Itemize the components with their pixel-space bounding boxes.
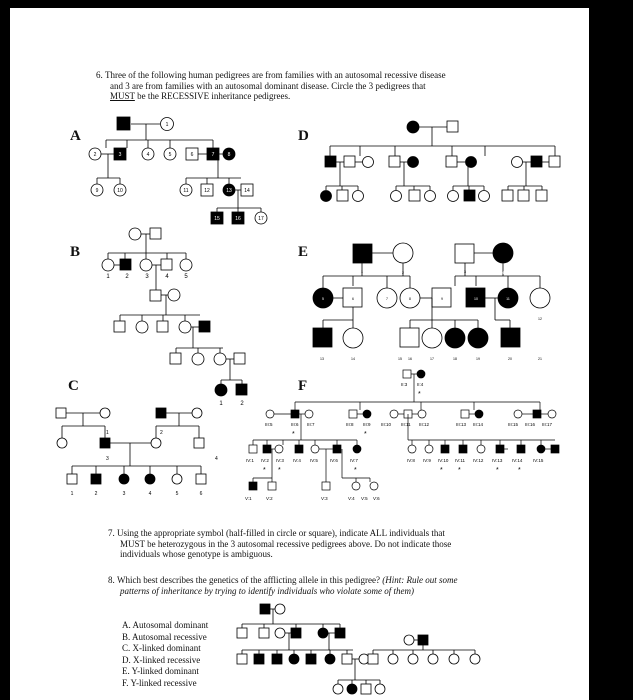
f-label: V:3 [321, 496, 328, 501]
e-id: 17 [430, 357, 434, 361]
e-id: 4 [502, 271, 504, 275]
f-label: IV:11 [455, 458, 466, 463]
e-id: 14 [351, 357, 355, 361]
f-label: V:2 [266, 496, 273, 501]
f-star: * [263, 467, 266, 474]
e-id: 9 [441, 297, 443, 301]
f-star: * [458, 467, 461, 474]
c-id: 1 [70, 491, 74, 497]
pedigree-label-c: C [68, 378, 79, 394]
a-id: 15 [214, 216, 220, 222]
a-id: 3 [118, 152, 122, 158]
q8-line1: Which best describes the genetics of the afflicting allele in this pedigree? [117, 575, 383, 585]
f-label: IV:4 [293, 458, 301, 463]
f-label: IV:15 [533, 458, 544, 463]
c-id: 2 [94, 491, 98, 497]
f-label: III:12 [419, 422, 430, 427]
f-label: III:6 [291, 422, 299, 427]
e-id: 21 [538, 357, 542, 361]
q8-hint-1: (Hint: Rule out some [382, 575, 458, 585]
f-label: III:14 [473, 422, 484, 427]
f-label: IV:10 [438, 458, 449, 463]
f-label: III:16 [525, 422, 536, 427]
e-id: 6 [352, 297, 354, 301]
f-label: III:8 [346, 422, 354, 427]
option-f[interactable]: F. Y-linked recessive [122, 677, 197, 688]
e-id: 13 [320, 357, 324, 361]
a-id: 2 [93, 152, 97, 158]
q8-hint-2: patterns of inheritance by trying to identify individuals who violate some of them) [120, 585, 414, 596]
f-label: IV:2 [261, 458, 269, 463]
e-id: 16 [408, 357, 412, 361]
b-id: 2 [125, 274, 129, 280]
a-id: 4 [146, 152, 150, 158]
q6-must: MUST [110, 91, 135, 101]
b-id: 4 [165, 274, 169, 280]
q6-line3: be the RECESSIVE inheritance pedigrees. [134, 91, 291, 101]
a-id: 17 [258, 216, 264, 222]
worksheet-page [10, 8, 589, 700]
f-label: IV:9 [423, 458, 431, 463]
c-id: 5 [175, 491, 179, 497]
f-label: IV:7 [350, 458, 358, 463]
c-id: 4 [148, 491, 152, 497]
f-label: II:4 [417, 382, 424, 387]
a-id: 13 [226, 188, 232, 194]
q7-number: 7. [108, 528, 115, 538]
e-id: 12 [538, 317, 542, 321]
f-label: V:5 [361, 496, 368, 501]
c-id: 1 [106, 430, 109, 436]
f-label: IV:5 [310, 458, 318, 463]
e-id: 18 [453, 357, 457, 361]
e-id: 1 [361, 270, 363, 274]
f-label: III:17 [542, 422, 553, 427]
q7-line1: Using the appropriate symbol (half-filled in circle or square), indicate ALL individuals that [117, 528, 445, 538]
f-label: III:13 [456, 422, 467, 427]
pedigree-label-d: D [298, 128, 309, 144]
c-id: 6 [199, 491, 203, 497]
a-id: 11 [183, 188, 189, 194]
f-label: IV:14 [512, 458, 523, 463]
b-id: 2 [240, 401, 244, 407]
option-a[interactable]: A. Autosomal dominant [122, 620, 209, 630]
e-id: 15 [398, 357, 402, 361]
f-label: V:6 [373, 496, 380, 501]
a-id: 1 [165, 122, 169, 128]
f-label: IV:8 [407, 458, 415, 463]
f-star: * [364, 431, 367, 438]
e-id: 11 [506, 297, 510, 301]
e-id: 19 [476, 357, 480, 361]
e-id: 8 [409, 297, 411, 301]
q6-line2: and 3 are from families with an autosomal dominant disease. Circle the 3 pedigrees that [110, 80, 426, 91]
option-b[interactable]: B. Autosomal recessive [122, 631, 207, 642]
e-id: 2 [402, 271, 404, 275]
q6-number: 6. [96, 70, 103, 80]
f-label: IV:13 [492, 458, 503, 463]
f-label: II:3 [401, 382, 408, 387]
f-star: * [518, 467, 521, 474]
f-label: IV:1 [246, 458, 254, 463]
a-id: 10 [117, 188, 123, 194]
q8-number: 8. [108, 575, 115, 585]
pedigree-label-a: A [70, 128, 81, 144]
q7-line2: MUST be heterozygous in the 3 autosomal recessive pedigrees above. Do not indicate those [120, 538, 452, 549]
f-star: * [354, 467, 357, 474]
q6-line1: Three of the following human pedigrees are from families with an autosomal recessive disease [105, 70, 446, 80]
option-d[interactable]: D. X-linked recessive [122, 654, 201, 665]
b-id: 5 [184, 274, 188, 280]
f-star: * [278, 467, 281, 474]
f-label: IV:3 [276, 458, 284, 463]
f-label: IV:6 [330, 458, 338, 463]
a-id: 16 [235, 216, 241, 222]
e-id: 3 [464, 270, 466, 274]
a-id: 6 [190, 152, 194, 158]
option-e[interactable]: E. Y-linked dominant [122, 666, 199, 676]
e-id: 7 [386, 297, 388, 301]
e-id: 5 [322, 297, 324, 301]
a-id: 7 [211, 152, 215, 158]
f-label: IV:12 [473, 458, 484, 463]
c-id: 4 [215, 456, 218, 462]
f-label: III:9 [363, 422, 371, 427]
c-id: 3 [122, 491, 126, 497]
f-label: V:4 [348, 496, 355, 501]
c-id: 3 [106, 456, 109, 462]
a-id: 9 [95, 188, 99, 194]
pedigree-label-b: B [70, 244, 81, 260]
f-star: * [292, 431, 295, 438]
f-star: * [440, 467, 443, 474]
f-label: III:15 [508, 422, 519, 427]
a-id: 8 [227, 152, 231, 158]
e-id: 10 [474, 297, 478, 301]
f-star: * [496, 467, 499, 474]
a-id: 5 [168, 152, 172, 158]
f-label: V:1 [245, 496, 252, 501]
f-label: III:11 [401, 422, 411, 427]
b-id: 1 [106, 274, 110, 280]
a-id: 14 [244, 188, 250, 194]
e-id: 20 [508, 357, 512, 361]
b-id: 1 [219, 401, 223, 407]
option-c[interactable]: C. X-linked dominant [122, 643, 201, 653]
a-id: 12 [204, 188, 210, 194]
pedigree-label-e: E [298, 244, 309, 260]
f-label: III:5 [265, 422, 273, 427]
c-id: 2 [160, 430, 163, 436]
b-id: 3 [145, 274, 149, 280]
pedigree-label-f: F [298, 378, 308, 394]
f-star: * [418, 391, 421, 398]
pedigree-q8 [10, 8, 589, 700]
f-label: III:10 [381, 422, 392, 427]
f-label: III:7 [307, 422, 315, 427]
q7-line3: individuals whose genotype is ambiguous. [120, 549, 273, 559]
